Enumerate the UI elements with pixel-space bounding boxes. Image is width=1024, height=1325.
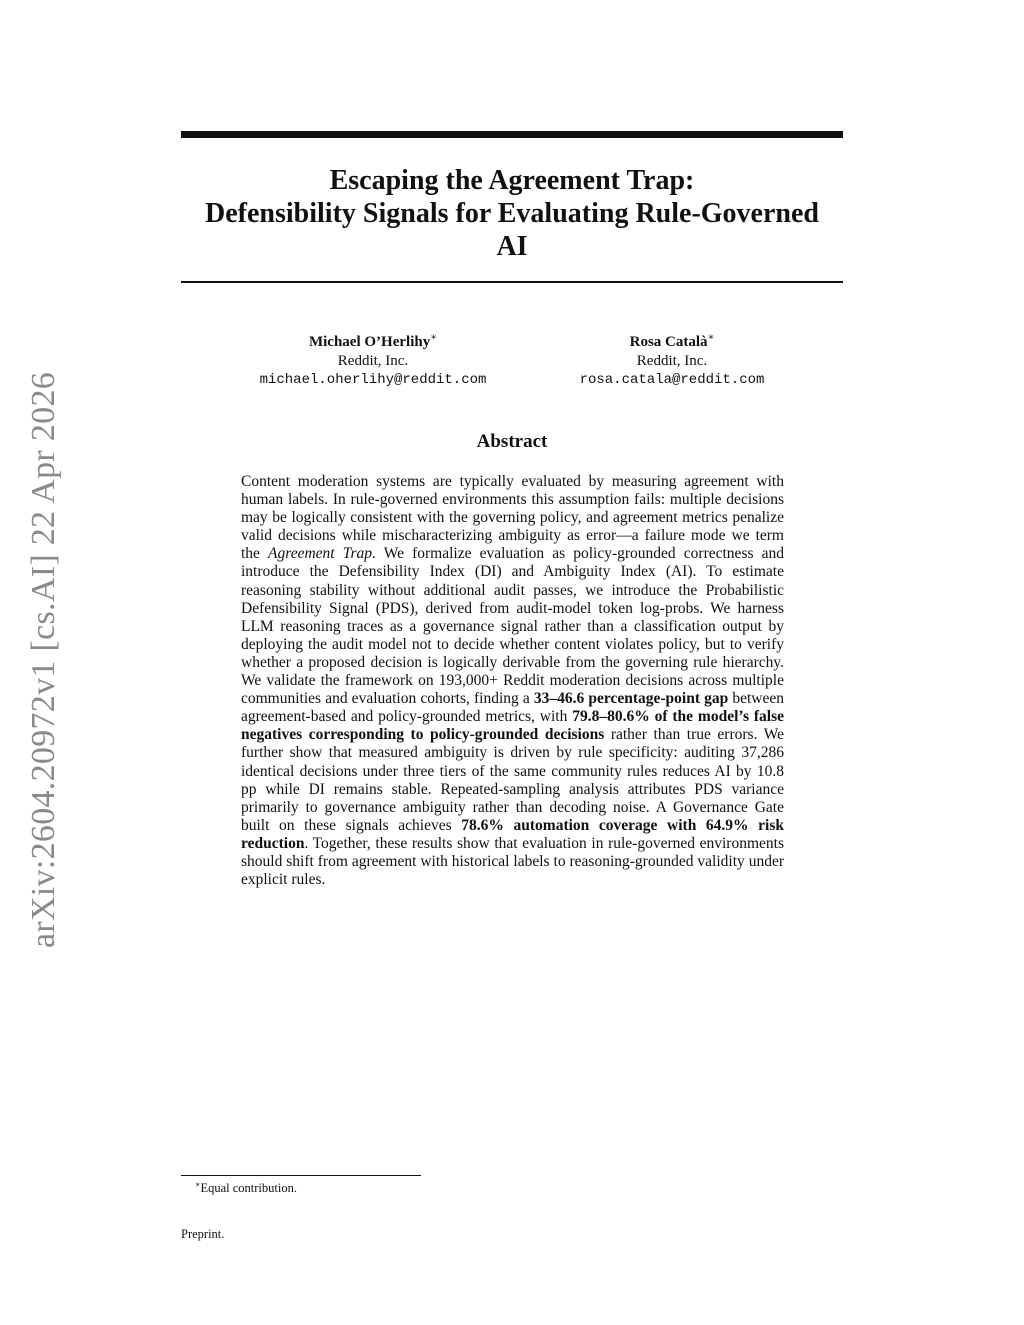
title-line-3: AI — [496, 231, 528, 262]
footnote-rule — [181, 1175, 421, 1176]
preprint-label: Preprint. — [181, 1227, 225, 1241]
footnote-mark: ∗ — [195, 1180, 201, 1189]
equal-contribution-mark: ∗ — [430, 332, 438, 343]
footnote — [195, 1180, 297, 1196]
abstract-body: Content moderation systems are typically evaluated by measuring agreement with human labels. In rule-governed environments this assumption fails: multiple decisions may be logically consistent with the governing policy, and agreement metrics penalize valid decisions while mischaracterizing ambiguity as error—a failure mode we term the Agreement Trap. We formalize evaluation as policy-grounded correctness and introduce the Defensibility Index (DI) and Ambiguity Index (AI). To estimate reasoning stability without additional audit passes, we introduce the Probabilistic Defensibility Signal (PDS), derived from audit-model token log-probs. We harness LLM reasoning traces as a governance signal rather than a classification output by deploying the audit model not to decide whether content violates policy, but to verify whether a proposed decision is logically derivable from the governing rule hierarchy. We validate the framework on 193,000+ Reddit moderation decisions across multiple communities and evaluation cohorts, finding a 33–46.6 percentage-point gap between agreement-based and policy-grounded metrics, with 79.8–80.6% of the model’s false negatives corresponding to policy-grounded decisions rather than true errors. We further show that measured ambiguity is driven by rule specificity: auditing 37,286 identical decisions under three tiers of the same community rules reduces AI by 10.8 pp while DI remains stable. Repeated-sampling analysis attributes PDS variance primarily to governance ambiguity rather than decoding noise. A Governance Gate built on these signals achieves 78.6% automation coverage with 64.9% risk reduction. Together, these results show that evaluation in rule-governed environments should shift from agreement with historical labels to reasoning-grounded validity under explicit rules. — [241, 473, 785, 889]
highlight-gap: 33–46.6 percentage-point gap — [533, 690, 729, 708]
author-affiliation: Reddit, Inc. — [636, 353, 708, 369]
author-email: rosa.catala@reddit.com — [579, 372, 765, 388]
paper-title — [181, 164, 843, 263]
author-name: Michael O’Herlihy∗ — [308, 332, 438, 350]
arxiv-identifier-stamp: arXiv:2604.20972v1 [cs.AI] 22 Apr 2026 — [25, 371, 62, 949]
title-top-rule — [181, 131, 843, 138]
abstract-heading: Abstract — [476, 431, 548, 452]
footnote-text: Equal contribution. — [200, 1181, 297, 1196]
title-line-1: Escaping the Agreement Trap: — [329, 165, 695, 196]
author-block-1 — [223, 328, 523, 390]
title-bottom-rule — [181, 281, 843, 283]
author-affiliation: Reddit, Inc. — [337, 353, 409, 369]
title-line-2: Defensibility Signals for Evaluating Rule-Governed — [205, 198, 819, 229]
highlight-false-negatives: 79.8–80.6% of the model’s false negatives corresponding to policy-grounded decisions — [241, 708, 785, 744]
highlight-automation: 78.6% automation coverage with 64.9% risk reduction — [241, 816, 785, 852]
author-email: michael.oherlihy@reddit.com — [259, 372, 487, 388]
author-block-2 — [522, 328, 822, 390]
agreement-trap-term: Agreement Trap — [268, 545, 373, 563]
equal-contribution-mark: ∗ — [707, 332, 715, 343]
author-name: Rosa Català∗ — [629, 332, 715, 350]
